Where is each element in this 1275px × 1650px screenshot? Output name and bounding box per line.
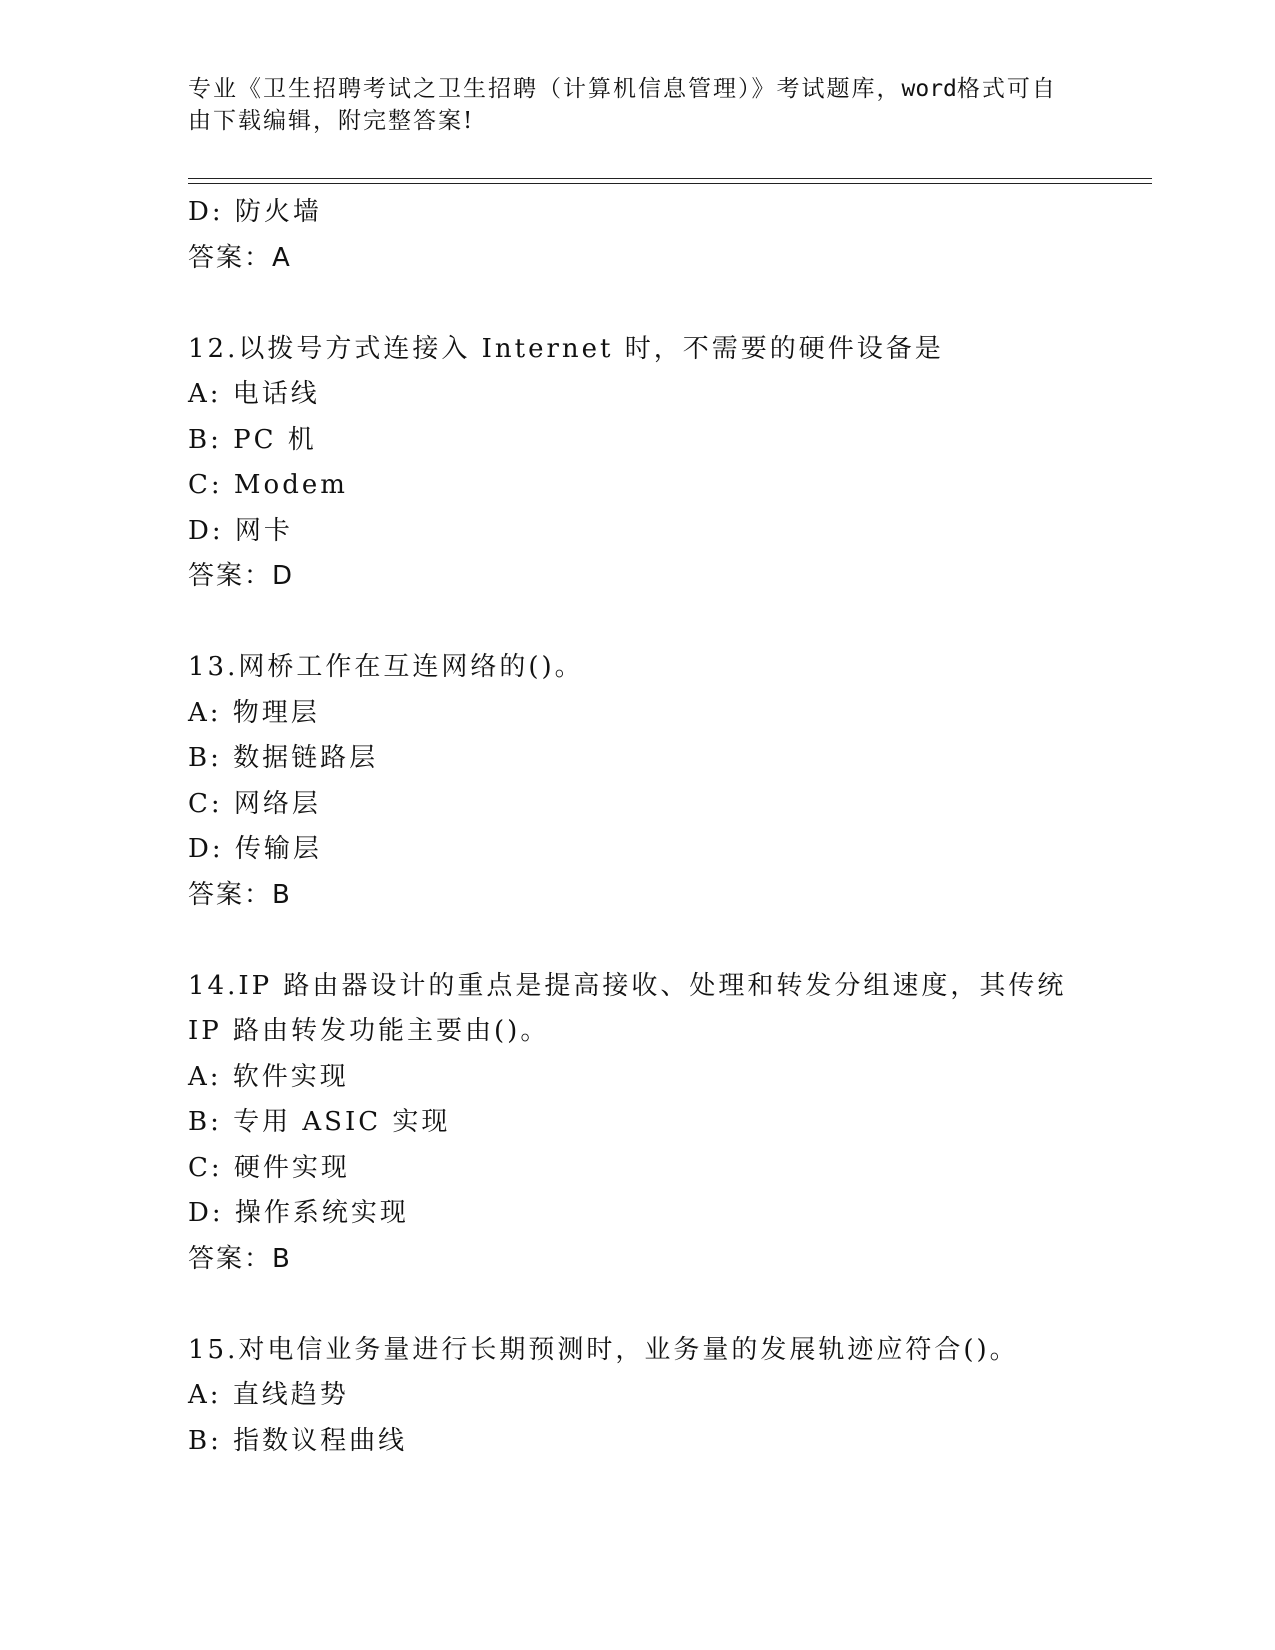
question-content [188,190,1148,1464]
question-block [188,645,1148,918]
question-block [188,1328,1148,1465]
option-b: B: PC 机 [188,424,317,455]
spacer [188,918,1148,964]
question-stem: 12.以拨号方式连接入 Internet 时，不需要的硬件设备是 [188,333,944,364]
option-a: A: 物理层 [188,697,320,728]
option-d: D: 网卡 [188,515,293,546]
spacer [188,281,1148,327]
header-word-text: word [901,76,957,102]
question-stem: 15.对电信业务量进行长期预测时，业务量的发展轨迹应符合()。 [188,1334,1019,1365]
answer-line: 答案：B [188,879,292,910]
question-stem: 14.IP 路由器设计的重点是提高接收、处理和转发分组速度，其传统 [188,970,1067,1001]
option-b: B: 指数议程曲线 [188,1425,408,1456]
option-a: A: 直线趋势 [188,1380,349,1410]
header-line-2: 由下载编辑，附完整答案! [188,108,475,134]
option-a: A: 电话线 [188,379,320,409]
option-d: D: 防火墙 [188,197,322,227]
spacer [188,1282,1148,1328]
option-b: B: 专用 ASIC 实现 [188,1107,451,1137]
answer-line: 答案：D [188,561,295,591]
option-a: A: 软件实现 [188,1061,349,1092]
option-c: C: 网络层 [188,788,321,819]
option-b: B: 数据链路层 [188,743,379,773]
question-stem: 13.网桥工作在互连网络的()。 [188,652,584,682]
option-d: D: 操作系统实现 [188,1198,409,1228]
option-d: D: 传输层 [188,834,322,864]
spacer [188,600,1148,646]
header-title-text-end: 格式可自 [956,76,1057,102]
header-divider-top [188,178,1152,179]
answer-line: 答案：A [188,242,292,273]
header-title-text: 专业《卫生招聘考试之卫生招聘（计算机信息管理）》考试题库， [188,76,902,102]
option-c: C: Modem [188,470,348,500]
header-line-1 [188,73,1088,105]
header-divider-bottom [188,183,1152,184]
answer-line: 答案：B [188,1243,292,1274]
document-header [188,73,1088,137]
question-block [188,327,1148,600]
question-stem-continued: IP 路由转发功能主要由()。 [188,1016,550,1046]
question-block [188,964,1148,1283]
option-c: C: 硬件实现 [188,1152,350,1183]
